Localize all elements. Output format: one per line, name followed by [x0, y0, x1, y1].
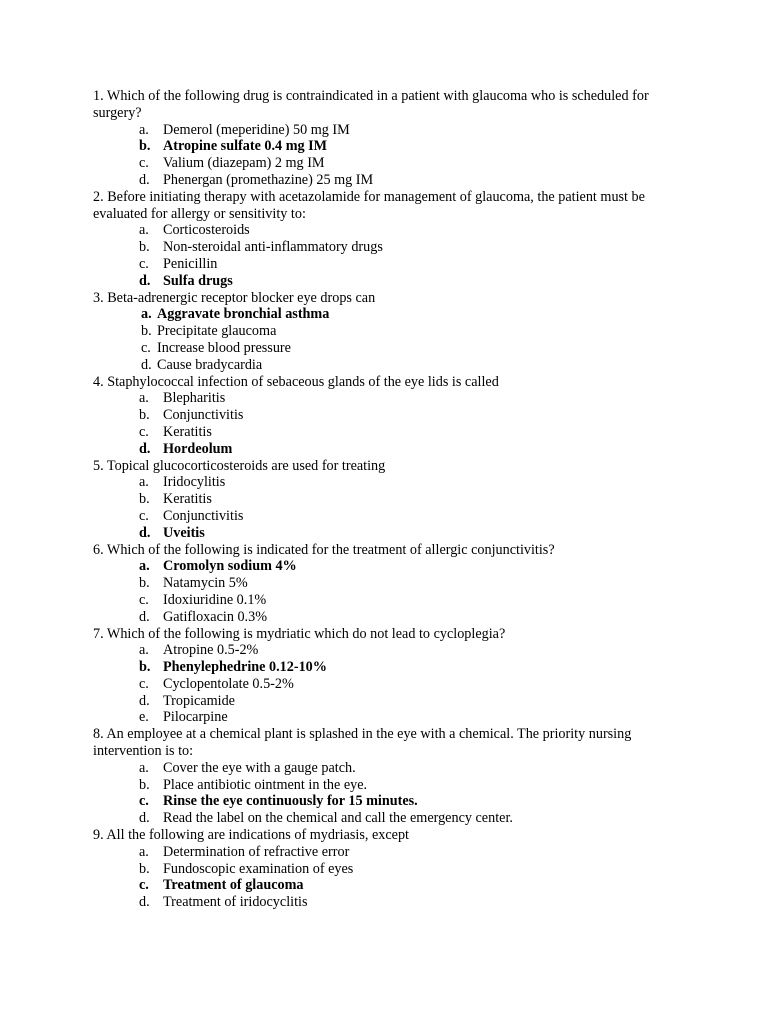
answer-option-correct [93, 659, 673, 676]
question-text: 9. All the following are indications of mydriasis, except [93, 827, 409, 844]
answer-option [93, 810, 673, 827]
option-letter: a. [139, 121, 149, 138]
option-text: Blepharitis [163, 390, 226, 407]
option-text: Hordeolum [163, 440, 233, 457]
answer-option [93, 474, 673, 491]
answer-option [93, 323, 673, 340]
option-letter: c. [139, 507, 149, 524]
answer-option [93, 407, 673, 424]
answer-option [93, 122, 673, 139]
option-text: Conjunctivitis [163, 507, 244, 524]
option-text: Idoxiuridine 0.1% [163, 591, 267, 608]
option-letter: c. [141, 339, 151, 356]
answer-options [93, 222, 673, 289]
option-text: Determination of refractive error [163, 843, 350, 860]
option-letter: c. [139, 877, 149, 894]
answer-options [93, 390, 673, 457]
quiz-document [93, 88, 673, 911]
option-letter: c. [139, 793, 149, 810]
answer-option [93, 693, 673, 710]
answer-option [93, 844, 673, 861]
answer-option-correct [93, 306, 673, 323]
answer-option-correct [93, 441, 673, 458]
question-5 [93, 458, 673, 542]
option-text: Gatifloxacin 0.3% [163, 608, 268, 625]
option-text: Demerol (meperidine) 50 mg IM [163, 121, 350, 138]
option-letter: a. [139, 474, 149, 491]
option-letter: b. [139, 776, 150, 793]
option-letter: d. [139, 692, 150, 709]
answer-option [93, 575, 673, 592]
answer-option [93, 357, 673, 374]
answer-option [93, 424, 673, 441]
answer-option [93, 172, 673, 189]
option-letter: d. [139, 524, 151, 541]
option-text: Aggravate bronchial asthma [157, 306, 330, 323]
option-text: Place antibiotic ointment in the eye. [163, 776, 368, 793]
option-text: Cyclopentolate 0.5-2% [163, 675, 294, 692]
option-text: Keratitis [163, 491, 212, 508]
option-text: Pilocarpine [163, 709, 228, 726]
answer-option [93, 491, 673, 508]
answer-option [93, 609, 673, 626]
option-text: Increase blood pressure [157, 339, 291, 356]
answer-option [93, 592, 673, 609]
option-text: Corticosteroids [163, 222, 250, 239]
question-text: 1. Which of the following drug is contraindicated in a patient with glaucoma who is scheduled for surgery? [93, 88, 649, 121]
option-text: Penicillin [163, 255, 218, 272]
question-4 [93, 374, 673, 458]
option-letter: d. [139, 272, 151, 289]
option-letter: a. [139, 642, 149, 659]
answer-option [93, 894, 673, 911]
option-text: Treatment of iridocyclitis [163, 894, 308, 911]
question-text: 3. Beta-adrenergic receptor blocker eye drops can [93, 289, 376, 306]
option-letter: e. [139, 709, 149, 726]
answer-option [93, 777, 673, 794]
option-letter: a. [139, 759, 149, 776]
question-7 [93, 626, 673, 727]
question-1 [93, 88, 673, 189]
answer-option-correct [93, 793, 673, 810]
option-text: Tropicamide [163, 692, 235, 709]
answer-options [93, 122, 673, 189]
answer-option [93, 239, 673, 256]
answer-option [93, 155, 673, 172]
option-text: Cause bradycardia [157, 356, 263, 373]
option-letter: d. [139, 894, 150, 911]
answer-option-correct [93, 273, 673, 290]
option-letter: d. [139, 440, 151, 457]
answer-option [93, 676, 673, 693]
answer-option [93, 340, 673, 357]
option-letter: a. [139, 558, 150, 575]
option-letter: c. [139, 675, 149, 692]
option-text: Phenylephedrine 0.12-10% [163, 659, 327, 676]
question-text: 5. Topical glucocorticosteroids are used for treating [93, 457, 386, 474]
question-text: 2. Before initiating therapy with acetazolamide for management of glaucoma, the patient must be evaluated for allergy or sensitivity to: [93, 188, 645, 222]
option-text: Rinse the eye continuously for 15 minutes. [163, 793, 418, 810]
option-letter: d. [139, 810, 150, 827]
option-letter: a. [139, 843, 149, 860]
option-letter: b. [139, 575, 150, 592]
answer-option [93, 760, 673, 777]
answer-option [93, 256, 673, 273]
question-text: 6. Which of the following is indicated for the treatment of allergic conjunctivitis? [93, 541, 555, 558]
option-letter: d. [139, 171, 150, 188]
answer-option-correct [93, 558, 673, 575]
question-2 [93, 189, 673, 290]
option-text: Natamycin 5% [163, 575, 248, 592]
answer-option [93, 642, 673, 659]
option-text: Uveitis [163, 524, 205, 541]
option-letter: b. [139, 491, 150, 508]
option-letter: c. [139, 255, 149, 272]
option-letter: a. [141, 306, 152, 323]
option-text: Conjunctivitis [163, 407, 244, 424]
answer-options [93, 558, 673, 625]
question-text: 8. An employee at a chemical plant is splashed in the eye with a chemical. The priority nursing intervention is to: [93, 726, 632, 760]
answer-option-correct [93, 138, 673, 155]
option-letter: a. [139, 222, 149, 239]
question-text: 7. Which of the following is mydriatic which do not lead to cycloplegia? [93, 625, 506, 642]
option-text: Keratitis [163, 423, 212, 440]
option-letter: b. [139, 239, 150, 256]
option-text: Treatment of glaucoma [163, 877, 304, 894]
answer-option-correct [93, 877, 673, 894]
question-8 [93, 726, 673, 827]
option-text: Cromolyn sodium 4% [163, 558, 297, 575]
option-text: Fundoscopic examination of eyes [163, 860, 354, 877]
answer-options [93, 474, 673, 541]
answer-option-correct [93, 525, 673, 542]
option-text: Atropine 0.5-2% [163, 642, 259, 659]
answer-option [93, 222, 673, 239]
option-letter: c. [139, 155, 149, 172]
option-letter: b. [139, 407, 150, 424]
option-letter: d. [139, 608, 150, 625]
option-text: Valium (diazepam) 2 mg IM [163, 155, 325, 172]
question-9 [93, 827, 673, 911]
option-letter: b. [139, 860, 150, 877]
option-letter: a. [139, 390, 149, 407]
answer-options [93, 760, 673, 827]
answer-options [93, 306, 673, 373]
option-letter: c. [139, 423, 149, 440]
option-text: Cover the eye with a gauge patch. [163, 759, 356, 776]
answer-option [93, 861, 673, 878]
answer-options [93, 642, 673, 726]
answer-options [93, 844, 673, 911]
question-3 [93, 290, 673, 374]
option-letter: d. [141, 356, 152, 373]
answer-option [93, 390, 673, 407]
option-letter: b. [141, 323, 152, 340]
option-text: Read the label on the chemical and call the emergency center. [163, 810, 513, 827]
option-text: Phenergan (promethazine) 25 mg IM [163, 171, 374, 188]
option-text: Iridocylitis [163, 474, 226, 491]
answer-option [93, 508, 673, 525]
option-text: Non-steroidal anti-inflammatory drugs [163, 239, 383, 256]
option-letter: b. [139, 659, 151, 676]
option-letter: c. [139, 591, 149, 608]
answer-option [93, 709, 673, 726]
question-text: 4. Staphylococcal infection of sebaceous glands of the eye lids is called [93, 373, 499, 390]
option-text: Atropine sulfate 0.4 mg IM [163, 138, 328, 155]
option-text: Precipitate glaucoma [157, 323, 277, 340]
question-6 [93, 542, 673, 626]
option-text: Sulfa drugs [163, 272, 233, 289]
option-letter: b. [139, 138, 151, 155]
